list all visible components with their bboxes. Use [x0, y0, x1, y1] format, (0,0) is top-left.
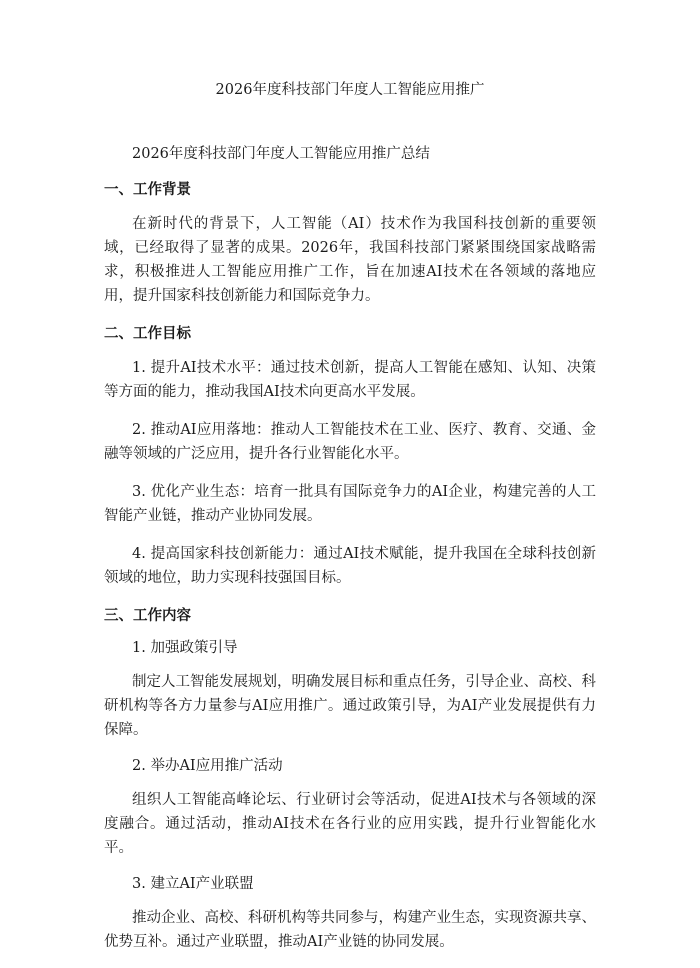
content-item-text-2: 组织人工智能高峰论坛、行业研讨会等活动，促进AI技术与各领域的深度融合。通过活动，推动AI技术在各行业的应用实践，提升行业智能化水平。 — [104, 792, 596, 856]
document-subtitle: 2026年度科技部门年度人工智能应用推广总结 — [132, 146, 430, 162]
background-paragraph: 在新时代的背景下，人工智能（AI）技术作为我国科技创新的重要领域，已经取得了显著的成果。2026年，我国科技部门紧紧围绕国家战略需求，积极推进人工智能应用推广工作，旨在加速AI技术在各领域的落地应用，提升国家科技创新能力和国际竞争力。 — [104, 216, 596, 304]
goal-paragraph-2: 2. 推动AI应用落地：推动人工智能技术在工业、医疗、教育、交通、金融等领域的广泛应用，提升各行业智能化水平。 — [104, 422, 596, 462]
content-item-text-3: 推动企业、高校、科研机构等共同参与，构建产业生态，实现资源共享、优势互补。通过产业联盟，推动AI产业链的协同发展。 — [104, 910, 596, 950]
goal-paragraph-1: 1. 提升AI技术水平：通过技术创新，提高人工智能在感知、认知、决策等方面的能力，推动我国AI技术向更高水平发展。 — [104, 360, 596, 400]
section-heading-content: 三、工作内容 — [104, 608, 191, 624]
content-item-title-2: 2. 举办AI应用推广活动 — [132, 758, 283, 774]
goal-paragraph-4: 4. 提高国家科技创新能力：通过AI技术赋能，提升我国在全球科技创新领域的地位，助力实现科技强国目标。 — [104, 546, 596, 586]
document-body — [104, 144, 596, 968]
document-title: 2026年度科技部门年度人工智能应用推广 — [215, 82, 485, 98]
content-item-title-1: 1. 加强政策引导 — [132, 640, 238, 656]
content-item-title-3: 3. 建立AI产业联盟 — [132, 876, 254, 892]
section-heading-goals: 二、工作目标 — [104, 326, 191, 342]
section-heading-background: 一、工作背景 — [104, 182, 191, 198]
goal-paragraph-3: 3. 优化产业生态：培育一批具有国际竞争力的AI企业，构建完善的人工智能产业链，推动产业协同发展。 — [104, 484, 596, 524]
content-item-text-1: 制定人工智能发展规划，明确发展目标和重点任务，引导企业、高校、科研机构等各方力量参与AI应用推广。通过政策引导，为AI产业发展提供有力保障。 — [104, 674, 596, 738]
